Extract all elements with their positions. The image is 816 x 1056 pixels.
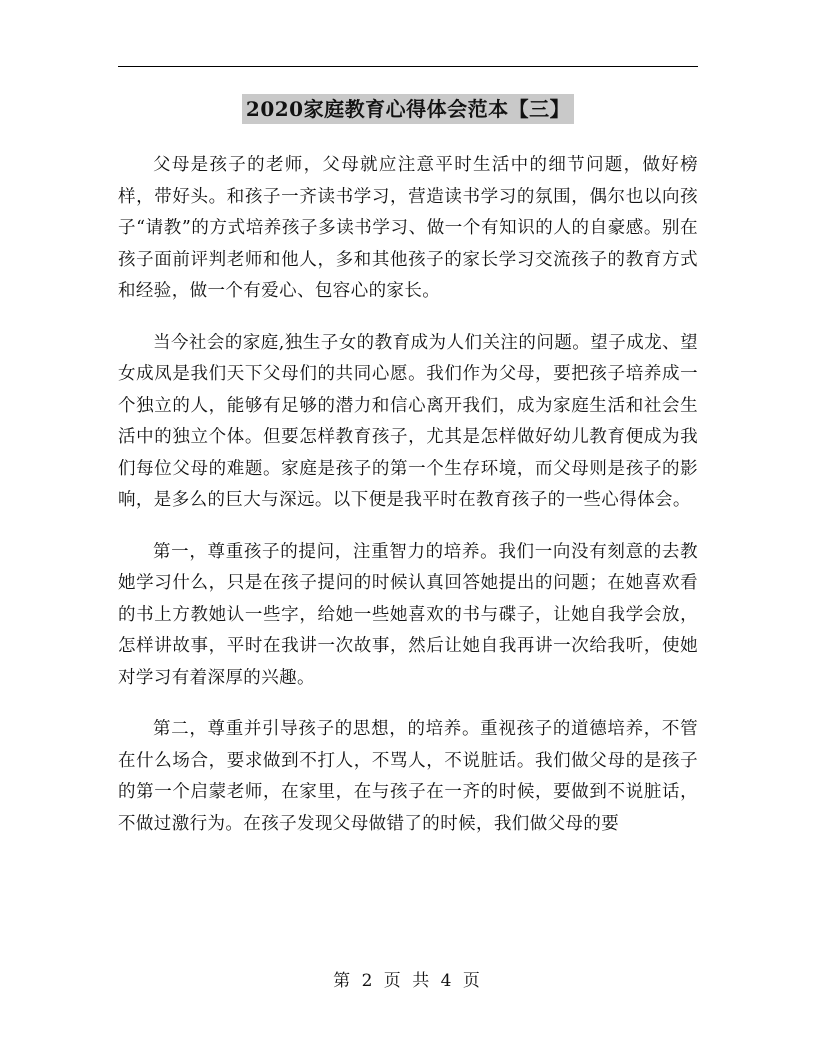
document-title: 2020家庭教育心得体会范本【三】 — [242, 94, 574, 124]
title-container — [0, 94, 816, 124]
paragraph-2: 当今社会的家庭,独生子女的教育成为人们关注的问题。望子成龙、望女成凤是我们天下父母们的共同心愿。我们作为父母，要把孩子培养成一个独立的人，能够有足够的潜力和信心离开我们，成为家庭生活和社会生活中的独立个体。但要怎样教育孩子，尤其是怎样做好幼儿教育便成为我们每位父母的难题。家庭是孩子的第一个生存环境，而父母则是孩子的影响，是多么的巨大与深远。以下便是我平时在教育孩子的一些心得体会。 — [118, 332, 698, 510]
page-number: 第 2 页 共 4 页 — [333, 971, 483, 991]
paragraph-1: 父母是孩子的老师，父母就应注意平时生活中的细节问题，做好榜样，带好头。和孩子一齐读书学习，营造读书学习的氛围，偶尔也以向孩子“请教”的方式培养孩子多读书学习、做一个有知识的人的自豪感。别在孩子面前评判老师和他人，多和其他孩子的家长学习交流孩子的教育方式和经验，做一个有爱心、包容心的家长。 — [118, 155, 698, 301]
paragraph-3: 第一，尊重孩子的提问，注重智力的培养。我们一向没有刻意的去教她学习什么，只是在孩子提问的时候认真回答她提出的问题；在她喜欢看的书上方教她认一些字，给她一些她喜欢的书与碟子，让她自我学会放，怎样讲故事，平时在我讲一次故事，然后让她自我再讲一次给我听，使她对学习有着深厚的兴趣。 — [118, 541, 698, 688]
header-rule — [118, 66, 698, 67]
document-body — [118, 150, 698, 860]
paragraph-4: 第二，尊重并引导孩子的思想，的培养。重视孩子的道德培养，不管在什么场合，要求做到不打人，不骂人，不说脏话。我们做父母的是孩子的第一个启蒙老师，在家里，在与孩子在一齐的时候，要做到不说脏话，不做过激行为。在孩子发现父母做错了的时候，我们做父母的要 — [118, 719, 698, 834]
